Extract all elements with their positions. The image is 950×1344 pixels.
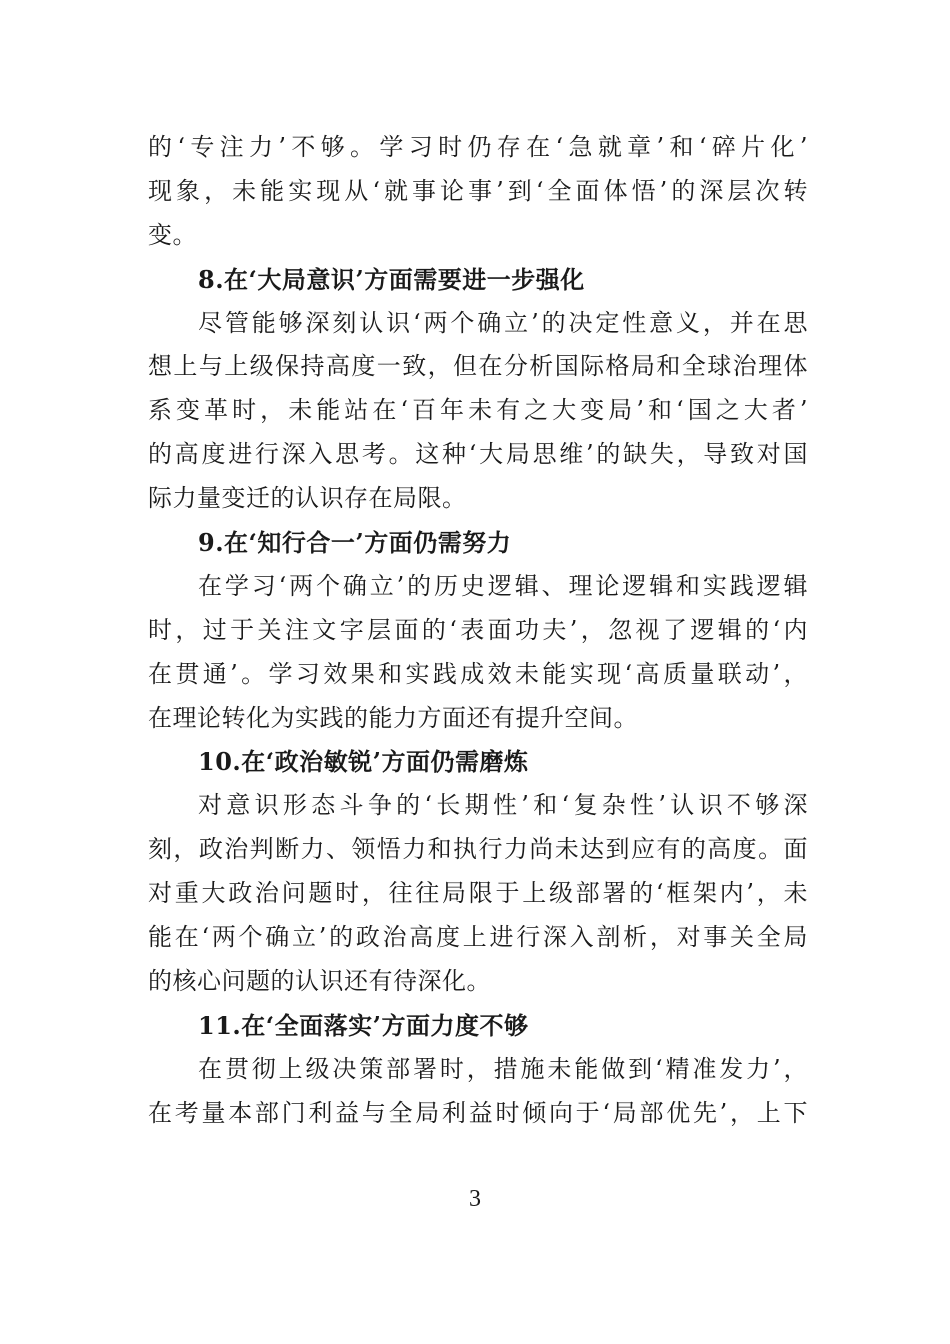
paragraph-line: 能在‘两个确立’的政治高度上进行深入剖析，对事关全局 — [148, 923, 808, 952]
paragraph-line: 系变革时，未能站在‘百年未有之大变局’和‘国之大者’ — [148, 396, 808, 425]
paragraph-line: 在学习‘两个确立’的历史逻辑、理论逻辑和实践逻辑 — [198, 571, 808, 600]
paragraph-line: 在理论转化为实践的能力方面还有提升空间。 — [148, 703, 638, 732]
paragraph-line: 的核心问题的认识还有待深化。 — [148, 966, 491, 995]
paragraph-line: 际力量变迁的认识存在局限。 — [148, 484, 467, 513]
page-number: 3 — [469, 1186, 481, 1212]
paragraph-line: 在贯彻上级决策部署时，措施未能做到‘精准发力’， — [198, 1054, 808, 1083]
section-heading-8: 8.在‘大局意识’方面需要进一步强化 — [198, 264, 585, 294]
paragraph-line: 对重大政治问题时，往往局限于上级部署的‘框架内’，未 — [148, 879, 808, 908]
paragraph-line: 在贯通’。学习效果和实践成效未能实现‘高质量联动’， — [148, 659, 808, 688]
paragraph-line: 尽管能够深刻认识‘两个确立’的决定性意义，并在思 — [198, 308, 808, 337]
paragraph-line: 想上与上级保持高度一致，但在分析国际格局和全球治理体 — [148, 352, 808, 381]
paragraph-line: 刻，政治判断力、领悟力和执行力尚未达到应有的高度。面 — [148, 835, 808, 864]
paragraph-line: 在考量本部门利益与全局利益时倾向于‘局部优先’，上下 — [148, 1098, 808, 1127]
paragraph-line: 的高度进行深入思考。这种‘大局思维’的缺失，导致对国 — [148, 440, 808, 469]
section-heading-10: 10.在‘政治敏锐’方面仍需磨炼 — [198, 747, 529, 777]
paragraph-line: 现象，未能实现从‘就事论事’到‘全面体悟’的深层次转 — [148, 176, 808, 205]
paragraph-line: 对意识形态斗争的‘长期性’和‘复杂性’认识不够深 — [198, 791, 808, 820]
body-text — [148, 126, 808, 1135]
paragraph-line: 的‘专注力’不够。学习时仍存在‘急就章’和‘碎片化’ — [148, 133, 808, 161]
section-heading-9: 9.在‘知行合一’方面仍需努力 — [198, 528, 512, 558]
paragraph-line: 变。 — [148, 220, 197, 249]
section-heading-11: 11.在‘全面落实’方面力度不够 — [198, 1010, 529, 1040]
paragraph-line: 时，过于关注文字层面的‘表面功夫’，忽视了逻辑的‘内 — [148, 615, 808, 644]
